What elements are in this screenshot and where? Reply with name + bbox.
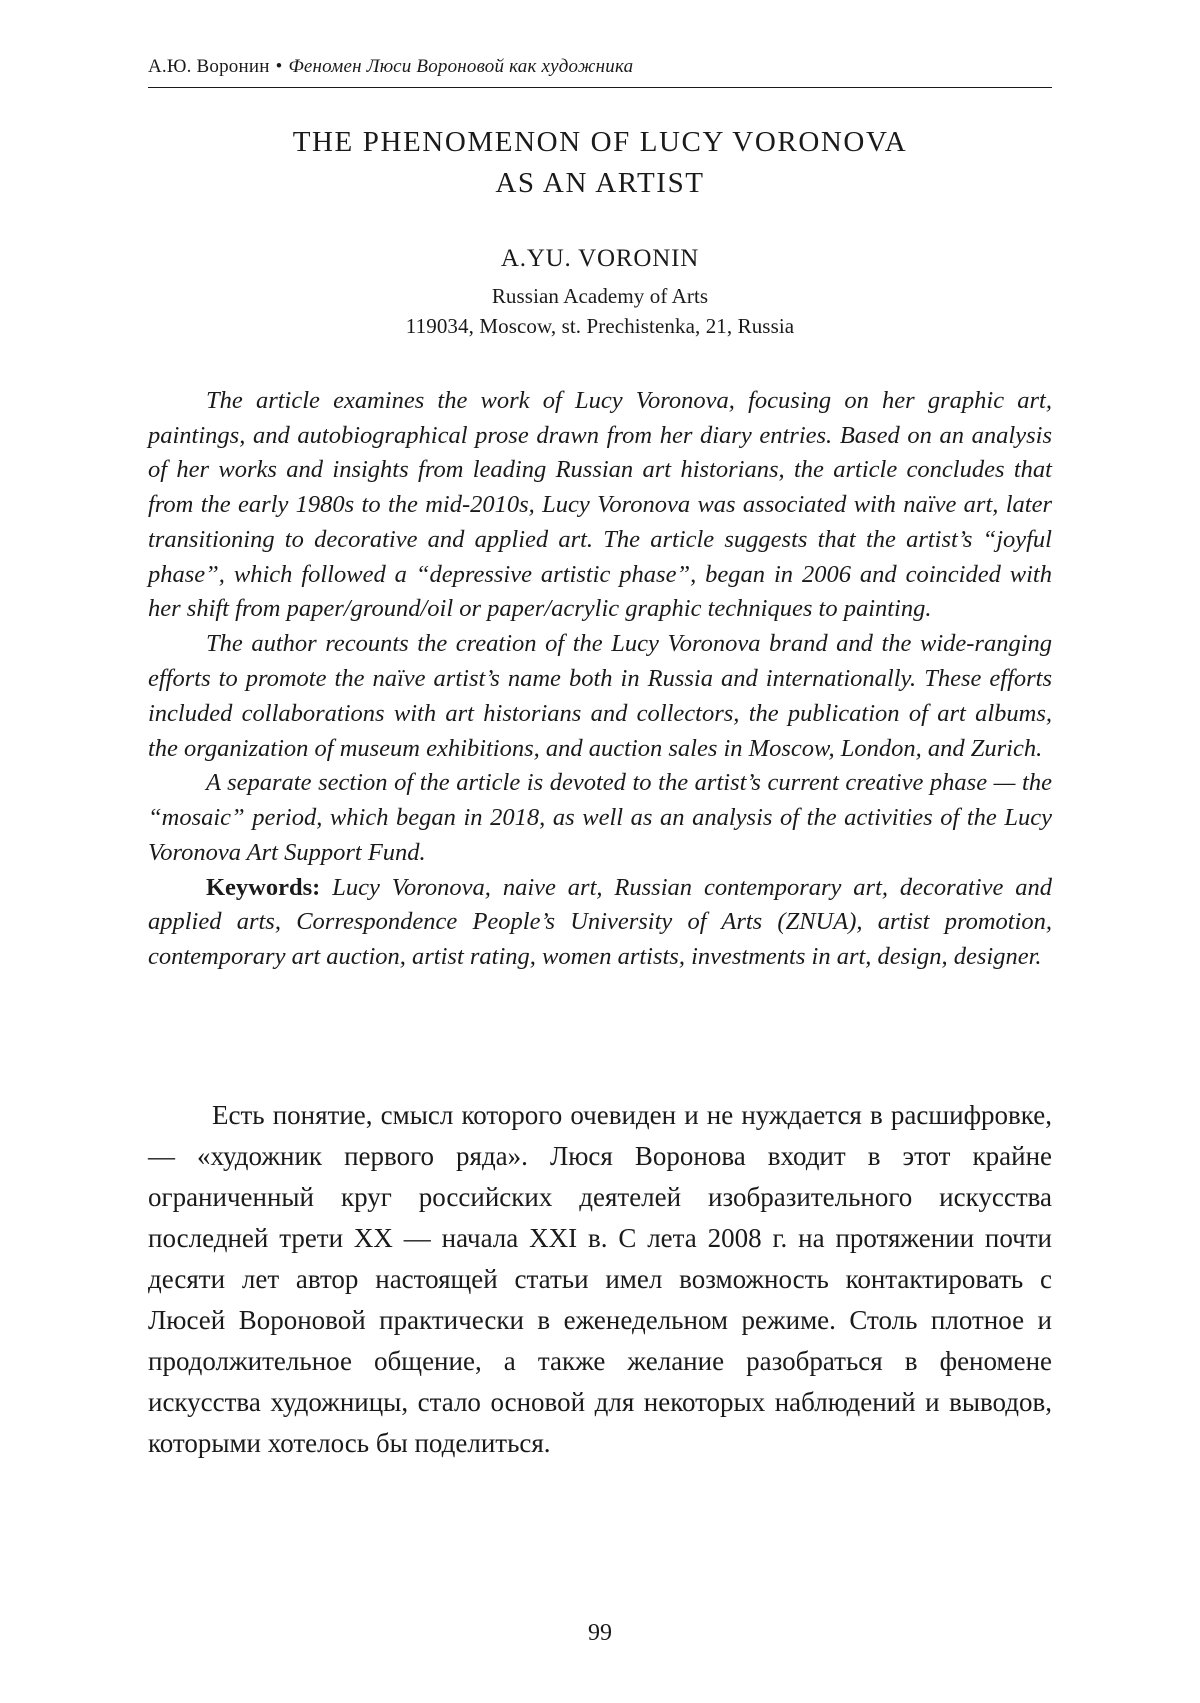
running-head	[148, 56, 1052, 87]
page-title	[148, 122, 1052, 204]
running-head-rule	[148, 87, 1052, 88]
running-head-title: Феномен Люси Вороновой как художника	[288, 56, 634, 77]
body-paragraph-1: Есть понятие, смысл которого очевиден и не нуждается в расшифровке, — «художник первого ряда». Люся Воронова входит в этот крайне ограниченный круг российских деятелей изобразительного искусства последней трети XX — начала XXI в. С лета 2008 г. на протяжении почти десяти лет автор настоящей статьи имел возможность контактировать с Люсей Вороновой практически в еженедельном режиме. Столь плотное и продолжительное общение, а также желание разобраться в феномене искусства художницы, стало основой для некоторых наблюдений и выводов, которыми хотелось бы поделиться.	[148, 1100, 1052, 1459]
article-author: A.YU. VORONIN	[500, 245, 700, 273]
page-number: 99	[588, 1620, 612, 1646]
abstract-paragraph-2: The author recounts the creation of the Lucy Voronova brand and the wide-ranging efforts to promote the naïve artist’s name both in Russia and internationally. These efforts included collaborations with art historians and collectors, the publication of art albums, the organization of museum exhibitions, and auction sales in Moscow, London, and Zurich.	[148, 630, 1052, 762]
article-title-line-2: AS AN ARTIST	[495, 167, 705, 200]
running-head-separator: •	[275, 56, 283, 77]
page-content	[148, 56, 1052, 1464]
keywords-label: Keywords:	[206, 873, 321, 901]
abstract	[148, 384, 1052, 975]
running-head-author: А.Ю. Воронин	[148, 56, 270, 77]
abstract-paragraph-3: A separate section of the article is devoted to the artist’s current creative phase — the “mosaic” period, which began in 2018, as well as an analysis of the activities of the Lucy Voronova Art Support Fund.	[148, 769, 1052, 866]
keywords-text: Lucy Voronova, naive art, Russian contemporary art, decorative and applied arts, Correspondence People’s University of Arts (ZNUA), artist promotion, contemporary art auction, artist rating, women artists, investments in art, design, designer.	[148, 873, 1052, 971]
author-affiliation: Russian Academy of Arts	[491, 283, 709, 308]
keywords	[148, 871, 1052, 975]
article-title-line-1: THE PHENOMENON OF LUCY VORONOVA	[292, 126, 908, 158]
body-text	[148, 1095, 1052, 1464]
author-address: 119034, Moscow, st. Prechistenka, 21, Russia	[405, 314, 795, 339]
author-block	[148, 240, 1052, 341]
abstract-paragraph-1: The article examines the work of Lucy Voronova, focusing on her graphic art, paintings, and autobiographical prose drawn from her diary entries. Based on an analysis of her works and insights from leading Russian art historians, the article concludes that from the early 1980s to the mid-2010s, Lucy Voronova was associated with naïve art, later transitioning to decorative and applied art. The article suggests that the artist’s “joyful phase”, which followed a “depressive artistic phase”, began in 2006 and coincided with her shift from paper/ground/oil or paper/acrylic graphic techniques to painting.	[148, 386, 1052, 623]
